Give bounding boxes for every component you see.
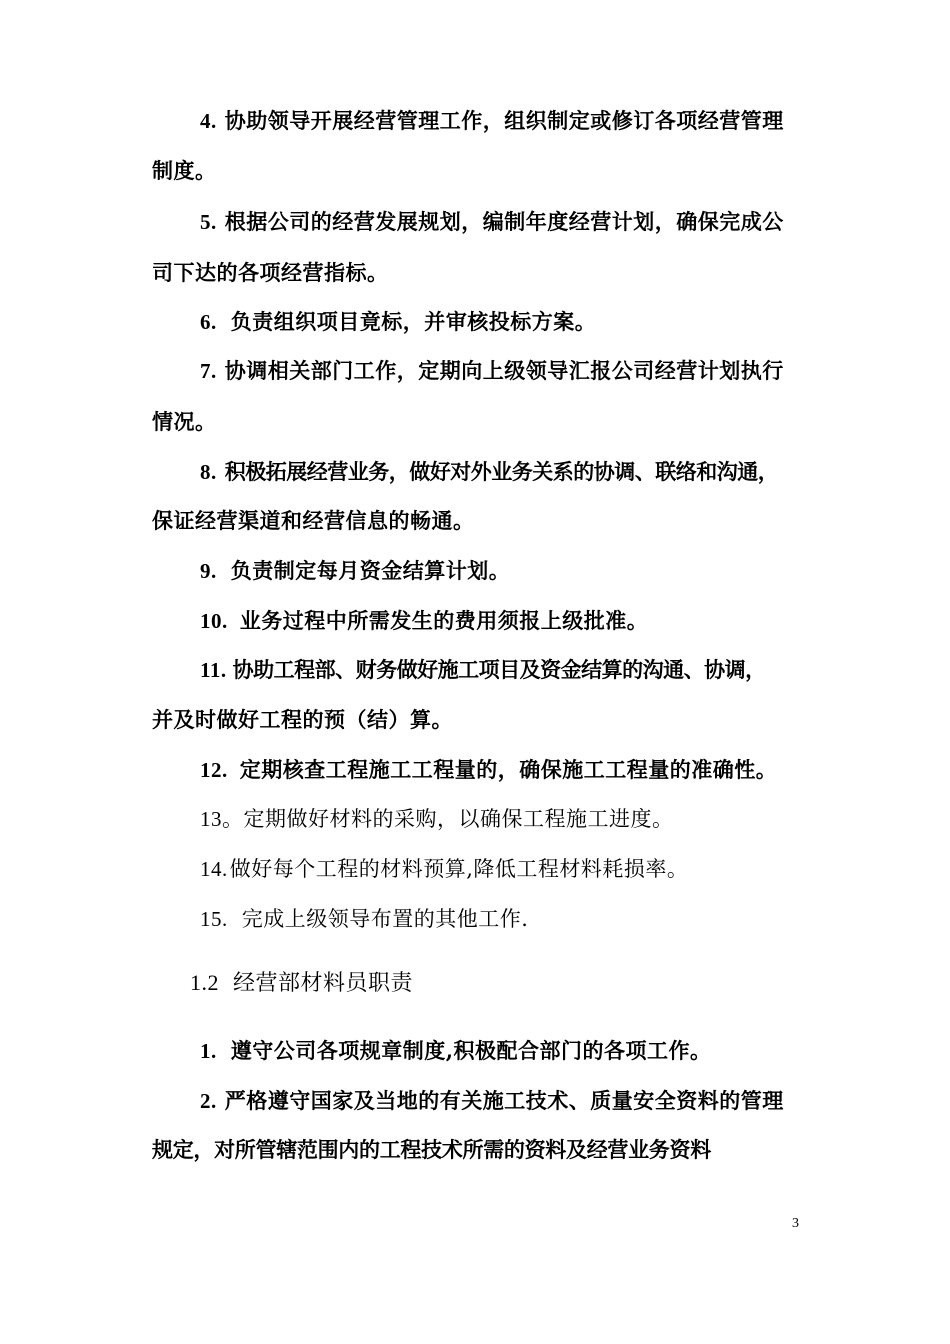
item-text: 负责制定每月资金结算计划。: [230, 558, 511, 583]
item-text: 积极拓展经营业务，做好对外业务关系的协调、联络和沟通，: [224, 459, 779, 484]
page-number: 3: [792, 1216, 799, 1231]
list-item-10: [200, 606, 648, 636]
section-number: 1.2: [190, 970, 219, 995]
item-text: 严格遵守国家及当地的有关施工技术、质量安全资料的管理: [224, 1088, 784, 1113]
duty-item-2: [200, 1086, 784, 1116]
list-item-5-continued: [152, 258, 389, 288]
item-text: 根据公司的经营发展规划，编制年度经营计划，确保完成公: [224, 209, 784, 234]
section-heading: [190, 968, 413, 998]
item-text: 规定，对所管辖范围内的工程技术所需的资料及经营业务资料: [152, 1137, 711, 1162]
list-item-8: [200, 457, 778, 487]
item-number: 14.: [200, 857, 228, 881]
item-text: 做好每个工程的材料预算,降低工程材料耗损率。: [229, 857, 689, 881]
list-item-4-continued: [152, 156, 217, 186]
item-text: 协助工程部、财务做好施工项目及资金结算的沟通、协调，: [232, 657, 766, 682]
item-text: 并及时做好工程的预（结）算。: [152, 707, 453, 732]
item-number: 2.: [200, 1089, 217, 1113]
item-text: 遵守公司各项规章制度,积极配合部门的各项工作。: [230, 1038, 712, 1063]
item-number: 7.: [200, 359, 217, 383]
item-number: 1.: [200, 1039, 217, 1063]
item-number: 11.: [200, 658, 227, 682]
list-item-5: [200, 207, 784, 237]
list-item-12: [200, 755, 777, 785]
item-number: 4.: [200, 109, 217, 133]
list-item-11-continued: [152, 705, 453, 735]
item-text: 保证经营渠道和经营信息的畅通。: [152, 508, 475, 533]
item-text: 情况。: [152, 409, 217, 434]
list-item-14: [200, 854, 688, 884]
item-text: 完成上级领导布置的其他工作.: [241, 907, 529, 931]
section-title: 经营部材料员职责: [233, 971, 414, 996]
item-number: 9.: [200, 559, 217, 583]
item-text: 业务过程中所需发生的费用须报上级批准。: [239, 608, 649, 633]
list-item-4: [200, 106, 784, 136]
item-text: 制度。: [152, 158, 217, 183]
item-number: 15.: [200, 907, 228, 931]
list-item-9: [200, 556, 510, 586]
list-item-7-continued: [152, 407, 217, 437]
item-number: 6.: [200, 310, 217, 334]
list-item-8-continued: [152, 506, 475, 536]
item-text: 司下达的各项经营指标。: [152, 260, 389, 285]
item-text: 定期核查工程施工工程量的，确保施工工程量的准确性。: [239, 757, 778, 782]
duty-item-2-continued: [152, 1135, 711, 1165]
item-number: 13。: [200, 807, 244, 831]
list-item-11: [200, 655, 766, 685]
item-text: 协调相关部门工作，定期向上级领导汇报公司经营计划执行: [224, 358, 784, 383]
list-item-13: [200, 804, 674, 834]
item-number: 8.: [200, 460, 217, 484]
list-item-6: [200, 307, 596, 337]
duty-item-1: [200, 1036, 712, 1066]
item-number: 12.: [200, 758, 228, 782]
item-text: 定期做好材料的采购，以确保工程施工进度。: [243, 807, 674, 831]
item-number: 5.: [200, 210, 217, 234]
list-item-15: [200, 904, 528, 934]
list-item-7: [200, 356, 784, 386]
item-text: 负责组织项目竟标，并审核投标方案。: [230, 309, 597, 334]
item-number: 10.: [200, 609, 228, 633]
item-text: 协助领导开展经营管理工作，组织制定或修订各项经营管理: [224, 108, 784, 133]
